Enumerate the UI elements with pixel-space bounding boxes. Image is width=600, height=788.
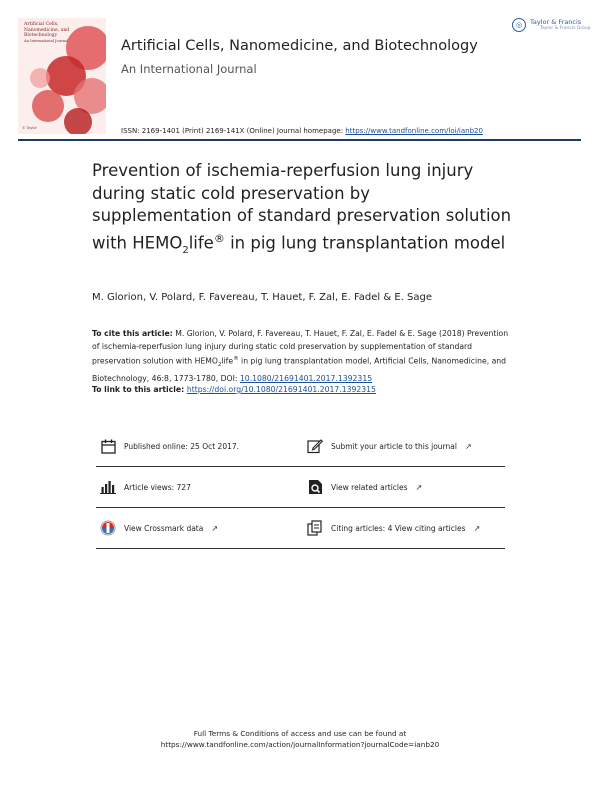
crossmark-link[interactable]: View Crossmark data ↗	[100, 508, 218, 548]
external-link-icon: ↗	[415, 482, 423, 492]
journal-title: Artificial Cells, Nanomedicine, and Biotechnology	[121, 38, 478, 54]
doi-link[interactable]: 10.1080/21691401.2017.1392315	[239, 374, 373, 384]
article-doi-url[interactable]: https://doi.org/10.1080/21691401.2017.1392315	[186, 385, 376, 394]
cover-title: Artificial Cells, Nanomedicine, and Biotechnology An International Journal	[24, 22, 70, 43]
document-search-icon	[307, 479, 323, 495]
page-footer	[0, 728, 600, 750]
external-link-icon: ↗	[211, 523, 219, 533]
citation-block: To cite this article: M. Glorion, V. Polard, F. Favereau, T. Hauet, F. Zal, E. Fadel & E. Sage (2018) Prevention of ischemia-reperfusion lung injury during static cold preservation by supplementation of standard preservation solution with $HEMO_2life®$ in pig lung transplantation model, Artificial Cells, Nanomedicine, and Biotechnology, 46:8, 1773-1780, DOI: 10.1080/21691401.2017.1392315	[92, 329, 509, 384]
metrics-row	[96, 467, 505, 508]
cover-footer: © Taylor	[22, 126, 37, 130]
pencil-edit-icon	[307, 438, 323, 454]
citation-label: To cite this article:	[92, 329, 173, 338]
journal-cover	[18, 18, 106, 134]
issn-line: ISSN: 2169-1401 (Print) 2169-141X (Online) Journal homepage: https://www.tandfonline.com/loi/ianb20	[121, 127, 483, 135]
footer-terms-link[interactable]: https://www.tandfonline.com/action/journalInformation?journalCode=ianb20	[160, 740, 440, 749]
published-date: Published online: 25 Oct 2017.	[100, 426, 239, 466]
citing-documents-icon	[307, 520, 323, 536]
related-articles-link[interactable]: View related articles ↗	[307, 467, 422, 507]
calendar-icon	[100, 438, 116, 454]
publisher-logo-icon: ◎	[512, 18, 526, 32]
article-authors: M. Glorion, V. Polard, F. Favereau, T. Hauet, F. Zal, E. Fadel & E. Sage	[92, 292, 433, 303]
article-link-line	[92, 385, 376, 394]
external-link-icon: ↗	[464, 441, 472, 451]
submit-article-link[interactable]: Submit your article to this journal ↗	[307, 426, 472, 466]
crossmark-icon	[100, 520, 116, 536]
publisher-logo-text: Taylor & Francis	[530, 18, 582, 26]
metrics-row	[96, 508, 505, 549]
article-metrics	[96, 426, 505, 549]
footer-terms-text: Full Terms & Conditions of access and use can be found at	[193, 729, 407, 738]
metrics-row	[96, 426, 505, 467]
link-label: To link to this article:	[92, 385, 187, 394]
publisher-logo[interactable]	[512, 18, 591, 32]
article-title: Prevention of ischemia-reperfusion lung injury during static cold preservation by supplementation of standard preservation solution with $HEMO_2life®$ in pig lung transplantation model	[92, 161, 512, 256]
journal-subtitle: An International Journal	[121, 62, 257, 76]
citing-articles-link[interactable]: Citing articles: 4 View citing articles ↗	[307, 508, 480, 548]
header-divider	[18, 139, 581, 141]
journal-homepage-link[interactable]: https://www.tandfonline.com/loi/ianb20	[345, 127, 483, 135]
publisher-logo-subtext: Taylor & Francis Group	[540, 26, 591, 31]
article-views: Article views: 727	[100, 467, 191, 507]
bar-chart-icon	[100, 479, 116, 495]
external-link-icon: ↗	[473, 523, 481, 533]
